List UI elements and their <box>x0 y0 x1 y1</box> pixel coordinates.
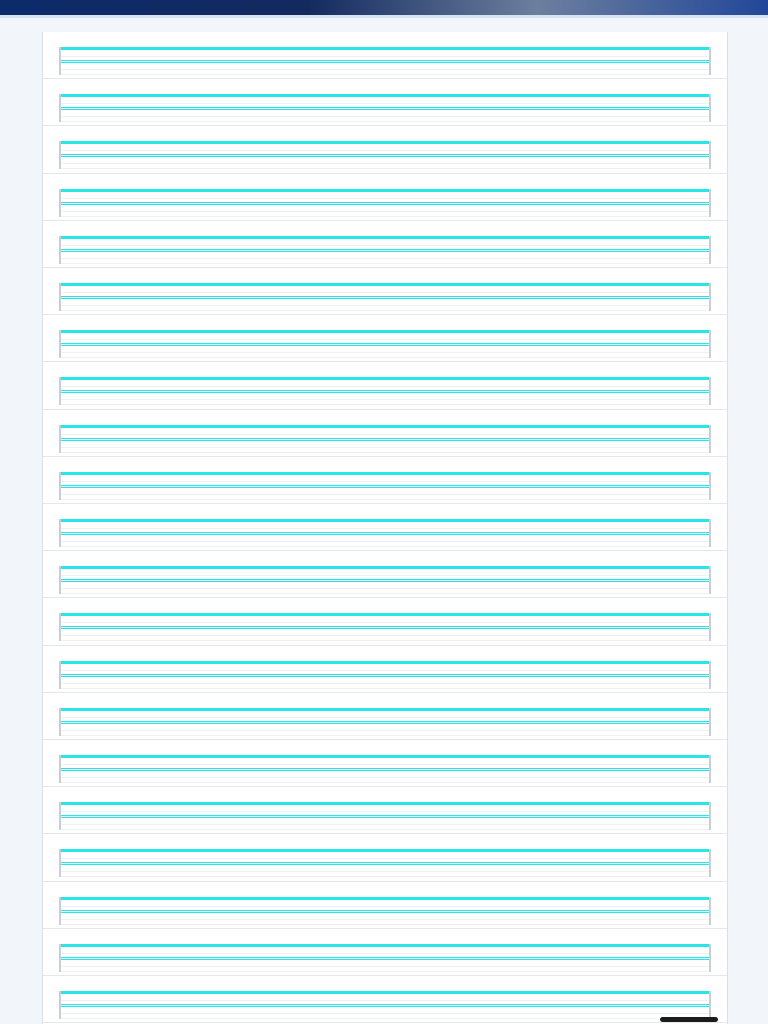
course-card <box>43 646 727 693</box>
table-header-bar <box>61 755 709 758</box>
course-title[interactable] <box>53 175 717 184</box>
course-title[interactable] <box>53 127 717 136</box>
table-header-bar <box>61 472 709 475</box>
table-row <box>61 211 709 217</box>
course-title[interactable] <box>53 80 717 89</box>
table-row <box>61 541 709 547</box>
course-card <box>43 32 727 79</box>
table-header-bar <box>61 94 709 97</box>
table-row <box>61 824 709 830</box>
fee-table <box>59 377 711 405</box>
table-header-bar <box>61 519 709 522</box>
course-title[interactable] <box>53 363 717 372</box>
course-title[interactable] <box>53 694 717 703</box>
table-header-bar <box>61 613 709 616</box>
fee-table <box>59 897 711 925</box>
table-row <box>61 730 709 736</box>
course-card <box>43 174 727 221</box>
table-header-bar <box>61 849 709 852</box>
table-row <box>61 622 709 628</box>
course-title[interactable] <box>53 930 717 939</box>
course-title[interactable] <box>53 505 717 514</box>
course-card <box>43 410 727 457</box>
course-title[interactable] <box>53 647 717 656</box>
fee-table <box>59 425 711 453</box>
table-row <box>61 56 709 62</box>
fee-table <box>59 519 711 547</box>
table-row <box>61 871 709 877</box>
fee-table <box>59 189 711 217</box>
course-card <box>43 221 727 268</box>
table-header-bar <box>61 377 709 380</box>
fee-table <box>59 472 711 500</box>
table-header-bar <box>61 141 709 144</box>
table-row <box>61 150 709 156</box>
top-navigation-bar <box>0 0 768 18</box>
course-title[interactable] <box>53 835 717 844</box>
table-row <box>61 953 709 959</box>
table-header-bar <box>61 425 709 428</box>
fee-table <box>59 236 711 264</box>
course-card <box>43 504 727 551</box>
table-row <box>61 399 709 405</box>
table-header-bar <box>61 566 709 569</box>
table-row <box>61 69 709 75</box>
table-row <box>61 292 709 298</box>
fee-table <box>59 141 711 169</box>
table-row <box>61 1000 709 1006</box>
course-card <box>43 551 727 598</box>
table-row <box>61 919 709 925</box>
course-card <box>43 79 727 126</box>
table-row <box>61 777 709 783</box>
course-card <box>43 882 727 929</box>
table-header-bar <box>61 330 709 333</box>
fee-table <box>59 47 711 75</box>
content-column <box>42 32 728 1024</box>
table-row <box>61 966 709 972</box>
course-title[interactable] <box>53 33 717 42</box>
table-row <box>61 1013 709 1019</box>
fee-table <box>59 802 711 830</box>
table-row <box>61 339 709 345</box>
table-header-bar <box>61 661 709 664</box>
table-row <box>61 528 709 534</box>
course-card <box>43 834 727 881</box>
table-row <box>61 811 709 817</box>
table-row <box>61 198 709 204</box>
table-row <box>61 481 709 487</box>
table-row <box>61 258 709 264</box>
course-title[interactable] <box>53 411 717 420</box>
table-header-bar <box>61 897 709 900</box>
table-row <box>61 163 709 169</box>
course-title[interactable] <box>53 552 717 561</box>
table-row <box>61 683 709 689</box>
table-header-bar <box>61 944 709 947</box>
table-header-bar <box>61 189 709 192</box>
table-row <box>61 717 709 723</box>
course-card <box>43 315 727 362</box>
course-card <box>43 457 727 504</box>
table-row <box>61 386 709 392</box>
course-title[interactable] <box>53 458 717 467</box>
table-row <box>61 352 709 358</box>
course-card <box>43 126 727 173</box>
table-row <box>61 635 709 641</box>
table-row <box>61 858 709 864</box>
fee-table <box>59 94 711 122</box>
table-header-bar <box>61 802 709 805</box>
fee-table <box>59 944 711 972</box>
table-row <box>61 103 709 109</box>
table-header-bar <box>61 283 709 286</box>
course-title[interactable] <box>53 316 717 325</box>
fee-table <box>59 708 711 736</box>
table-header-bar <box>61 991 709 994</box>
table-row <box>61 764 709 770</box>
fee-table <box>59 849 711 877</box>
course-card <box>43 740 727 787</box>
fee-table <box>59 661 711 689</box>
page-title <box>40 18 728 28</box>
course-card <box>43 268 727 315</box>
fee-table <box>59 330 711 358</box>
course-title[interactable] <box>53 741 717 750</box>
course-card <box>43 362 727 409</box>
fee-table <box>59 613 711 641</box>
table-header-bar <box>61 708 709 711</box>
fee-table <box>59 755 711 783</box>
table-row <box>61 670 709 676</box>
table-header-bar <box>61 236 709 239</box>
course-card <box>43 693 727 740</box>
table-row <box>61 245 709 251</box>
fee-table <box>59 991 711 1019</box>
scrollbar-thumb[interactable] <box>660 1017 718 1022</box>
course-title[interactable] <box>53 599 717 608</box>
table-header-bar <box>61 47 709 50</box>
table-row <box>61 116 709 122</box>
table-row <box>61 434 709 440</box>
course-title[interactable] <box>53 977 717 986</box>
table-row <box>61 575 709 581</box>
course-title[interactable] <box>53 222 717 231</box>
table-row <box>61 447 709 453</box>
course-title[interactable] <box>53 269 717 278</box>
table-row <box>61 494 709 500</box>
course-title[interactable] <box>53 788 717 797</box>
course-card <box>43 929 727 976</box>
table-row <box>61 588 709 594</box>
fee-table <box>59 283 711 311</box>
fee-table <box>59 566 711 594</box>
table-row <box>61 305 709 311</box>
course-card <box>43 976 727 1023</box>
course-title[interactable] <box>53 883 717 892</box>
course-card <box>43 598 727 645</box>
course-card <box>43 787 727 834</box>
table-row <box>61 906 709 912</box>
